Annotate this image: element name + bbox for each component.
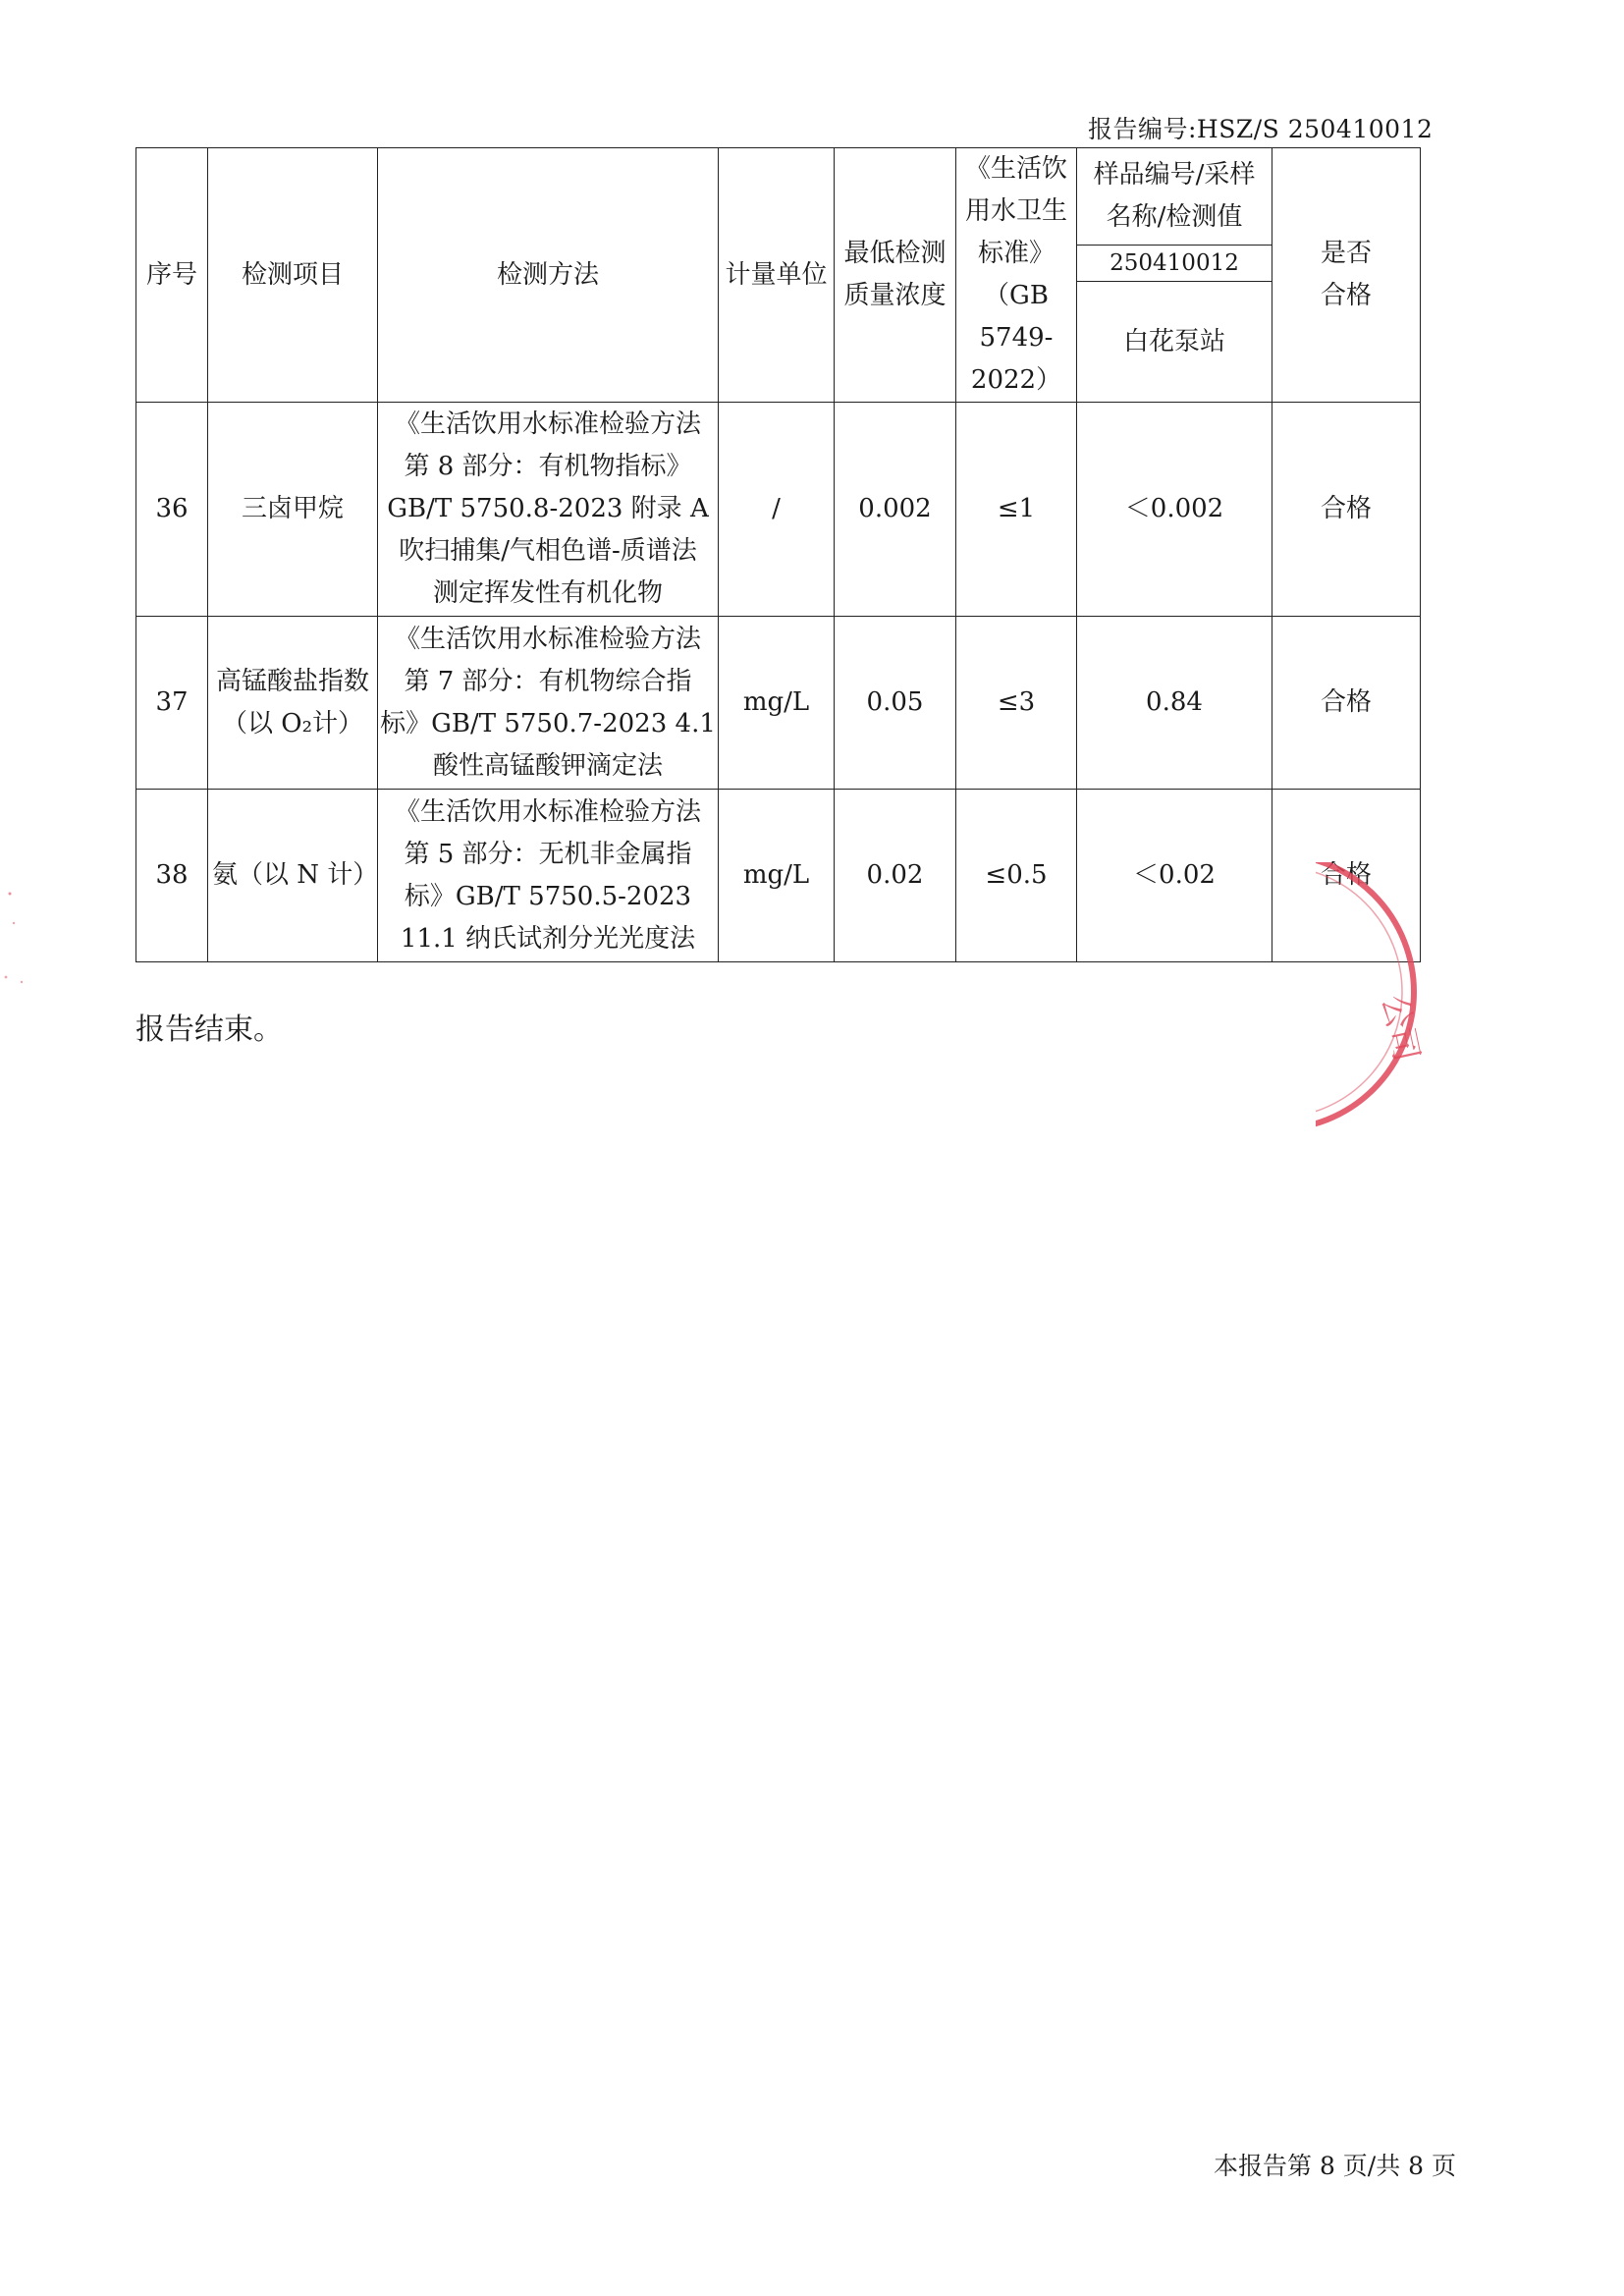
header-min-conc <box>835 148 956 403</box>
seal-inner-ring <box>1316 866 1402 1118</box>
header-pass-line: 是否 <box>1320 239 1372 268</box>
row-min-conc: 0.002 <box>835 403 956 617</box>
row-method <box>378 790 719 962</box>
header-pass <box>1272 148 1421 403</box>
row-seq: 38 <box>136 790 208 962</box>
header-min-conc-line: 最低检测 <box>843 239 947 268</box>
row-method-line: 标》GB/T 5750.5-2023 <box>404 881 692 911</box>
header-standard <box>956 148 1077 403</box>
table-row <box>136 617 1421 790</box>
row-item <box>208 617 378 790</box>
header-min-conc-line: 质量浓度 <box>843 281 947 310</box>
row-method-line: 第 5 部分：无机非金属指 <box>404 839 692 869</box>
row-method-line: 11.1 纳氏试剂分光光度法 <box>400 923 696 954</box>
row-method-line: 第 7 部分：有机物综合指 <box>404 666 692 696</box>
row-min-conc: 0.05 <box>835 617 956 790</box>
header-sample-line: 样品编号/采样 <box>1093 160 1256 190</box>
sample-number: 250410012 <box>1077 246 1272 282</box>
row-method <box>378 617 719 790</box>
page-footer: 本报告第 8 页/共 8 页 <box>1214 2152 1457 2180</box>
report-end-note: 报告结束。 <box>135 1012 283 1047</box>
seal-stamp-graphic <box>1316 862 1483 1157</box>
company-seal <box>1316 862 1483 1157</box>
row-method <box>378 403 719 617</box>
row-value: ＜0.002 <box>1077 403 1272 617</box>
row-method-line: GB/T 5750.8-2023 附录 A <box>387 494 709 523</box>
report-number: 报告编号:HSZ/S 250410012 <box>1088 115 1434 143</box>
row-limit: ≤0.5 <box>956 790 1077 962</box>
row-method-line: 《生活饮用水标准检验方法 <box>394 624 701 654</box>
header-row <box>136 148 1421 246</box>
header-standard-line: 标准》 <box>977 239 1055 268</box>
row-item-line: 氨（以 N 计） <box>212 860 379 890</box>
row-method-line: 测定挥发性有机化物 <box>432 578 663 608</box>
table-row <box>136 403 1421 617</box>
row-result: 合格 <box>1272 790 1421 962</box>
row-method-line: 标》GB/T 5750.7-2023 4.1 <box>380 708 716 738</box>
row-min-conc: 0.02 <box>835 790 956 962</box>
header-standard-line: 《生活饮 <box>964 154 1067 184</box>
row-unit: mg/L <box>719 617 835 790</box>
row-item <box>208 403 378 617</box>
row-limit: ≤3 <box>956 617 1077 790</box>
row-seq: 37 <box>136 617 208 790</box>
scan-mark <box>0 884 29 1002</box>
sample-name: 白花泵站 <box>1077 282 1272 403</box>
row-value: 0.84 <box>1077 617 1272 790</box>
row-value: ＜0.02 <box>1077 790 1272 962</box>
row-result: 合格 <box>1272 403 1421 617</box>
header-standard-line: 2022） <box>970 365 1062 395</box>
row-item <box>208 790 378 962</box>
row-method-line: 酸性高锰酸钾滴定法 <box>432 750 663 781</box>
header-standard-line: 用水卫生 <box>964 196 1067 226</box>
seal-text: 公司 <box>1374 991 1427 1066</box>
row-method-line: 第 8 部分：有机物指标》 <box>404 452 692 481</box>
row-item-line: 高锰酸盐指数 <box>215 666 369 696</box>
row-unit: mg/L <box>719 790 835 962</box>
header-seq: 序号 <box>136 148 208 403</box>
results-table <box>135 147 1421 962</box>
header-item: 检测项目 <box>208 148 378 403</box>
row-method-line: 《生活饮用水标准检验方法 <box>394 796 701 827</box>
row-unit: / <box>719 403 835 617</box>
row-item-line: （以 O₂计） <box>221 708 363 738</box>
row-method-line: 吹扫捕集/气相色谱-质谱法 <box>399 536 697 566</box>
header-unit: 计量单位 <box>719 148 835 403</box>
header-standard-line: （GB <box>984 281 1049 310</box>
row-limit: ≤1 <box>956 403 1077 617</box>
header-standard-line: 5749- <box>979 323 1054 353</box>
row-result: 合格 <box>1272 617 1421 790</box>
row-method-line: 《生活饮用水标准检验方法 <box>394 410 701 439</box>
header-sample-line: 名称/检测值 <box>1106 202 1243 232</box>
row-seq: 36 <box>136 403 208 617</box>
header-sample <box>1077 148 1272 246</box>
row-item-line: 三卤甲烷 <box>241 494 344 523</box>
table-row <box>136 790 1421 962</box>
header-method: 检测方法 <box>378 148 719 403</box>
header-pass-line: 合格 <box>1320 281 1372 310</box>
